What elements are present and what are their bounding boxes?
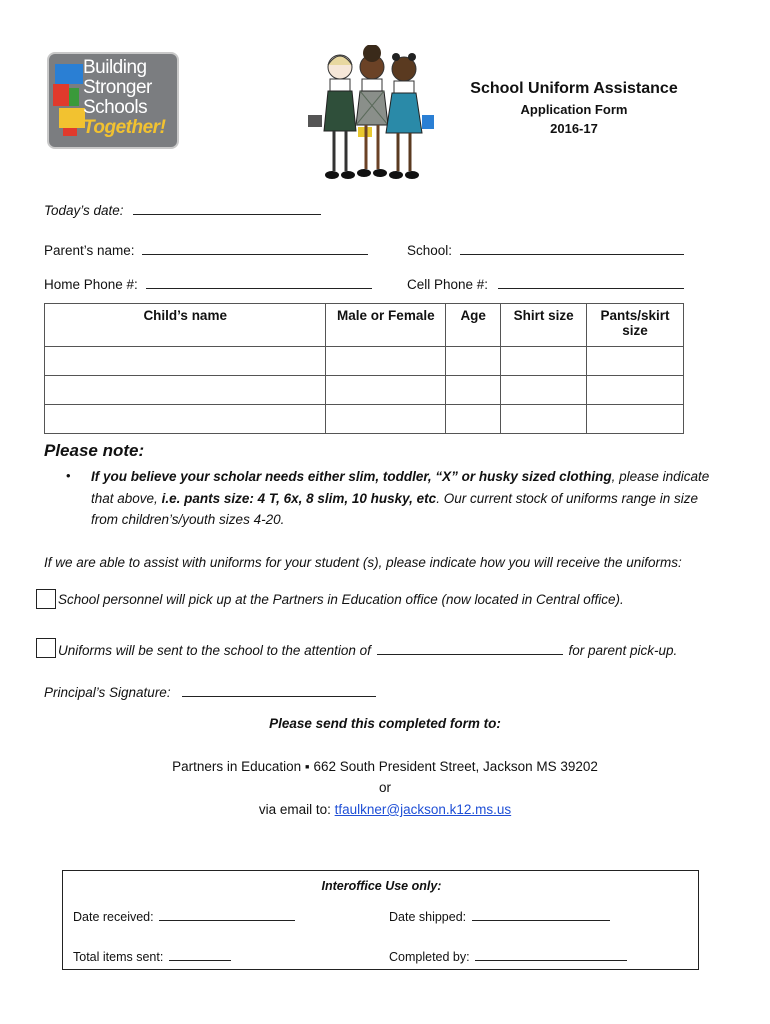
table-cell[interactable] [446, 376, 501, 405]
logo-line: Stronger [83, 77, 152, 98]
school-field[interactable] [460, 240, 684, 255]
note-text: , please indicate that above, [91, 469, 710, 506]
form-title: School Uniform Assistance [470, 80, 678, 97]
bullet-icon: • [66, 468, 71, 483]
table-cell[interactable] [587, 376, 684, 405]
note-text: . Our current stock of uniforms range in size from children’s/youth sizes 4-20. [91, 490, 699, 527]
table-cell[interactable] [446, 405, 501, 434]
table-cell[interactable] [587, 405, 684, 434]
or-text: or [378, 780, 391, 795]
send-to-school-checkbox[interactable] [36, 638, 56, 658]
table-cell[interactable] [45, 347, 326, 376]
pickup-option-label: School personnel will pick up at the Partners in Education office (now located in Central office). [58, 592, 624, 607]
table-row [45, 376, 684, 405]
parents-name-field[interactable] [142, 240, 368, 255]
logo-line: Together! [83, 117, 166, 138]
attention-of-field[interactable] [377, 640, 563, 655]
send-heading: Please send this completed form to: [269, 716, 501, 731]
logo-text [83, 58, 165, 138]
parent-pickup-label: for parent pick-up. [568, 643, 678, 658]
table-cell[interactable] [326, 347, 446, 376]
address-text: Partners in Education ▪ 662 South President Street, Jackson MS 39202 [172, 759, 598, 774]
note-heading: Please note: [44, 441, 145, 460]
column-header: Age [446, 304, 501, 347]
column-header: Male or Female [326, 304, 446, 347]
total-items-label: Total items sent: [73, 950, 164, 964]
date-received-field[interactable] [159, 906, 295, 921]
cell-phone-field[interactable] [498, 274, 684, 289]
signature-label: Principal’s Signature: [44, 685, 171, 700]
table-header-row [45, 304, 684, 347]
completed-by-row [389, 946, 627, 964]
table-cell[interactable] [501, 405, 587, 434]
children-table [44, 303, 684, 434]
form-year: 2016-17 [550, 121, 598, 136]
building-stronger-schools-logo [47, 52, 179, 149]
parents-name-label: Parent’s name: [44, 243, 135, 258]
column-header: Pants/skirt size [587, 304, 684, 347]
logo-line: Building [83, 57, 147, 78]
school-label: School: [407, 243, 453, 258]
parents-name-row [44, 240, 368, 258]
todays-date-field[interactable] [133, 200, 321, 215]
total-items-field[interactable] [169, 946, 231, 961]
school-row [407, 240, 684, 258]
pickup-checkbox[interactable] [36, 589, 56, 609]
completed-by-field[interactable] [475, 946, 627, 961]
send-to-school-row [58, 640, 677, 658]
hands-logo-icon [53, 62, 87, 142]
home-phone-label: Home Phone #: [44, 277, 138, 292]
interoffice-box [62, 870, 699, 970]
note-bold-text: i.e. pants size: 4 T, 6x, 8 slim, 10 husky, etc [161, 490, 437, 506]
students-illustration-icon [300, 45, 440, 185]
todays-date-row [44, 200, 321, 218]
note-bullet [91, 466, 716, 531]
email-row [0, 802, 770, 817]
todays-date-label: Today’s date: [44, 203, 124, 218]
date-shipped-row [389, 906, 610, 924]
column-header: Child’s name [45, 304, 326, 347]
completed-by-label: Completed by: [389, 950, 470, 964]
signature-field[interactable] [182, 682, 376, 697]
table-row [45, 347, 684, 376]
send-to-school-label: Uniforms will be sent to the school to the attention of [58, 643, 371, 658]
date-received-row [73, 906, 295, 924]
date-shipped-field[interactable] [472, 906, 610, 921]
signature-row [44, 682, 376, 700]
date-shipped-label: Date shipped: [389, 910, 467, 924]
cell-phone-row [407, 274, 684, 292]
note-bold-text: If you believe your scholar needs either slim, toddler, “X” or husky sized clothing [91, 469, 612, 484]
column-header: Shirt size [501, 304, 587, 347]
cell-phone-label: Cell Phone #: [407, 277, 489, 292]
table-cell[interactable] [587, 347, 684, 376]
table-cell[interactable] [446, 347, 501, 376]
date-received-label: Date received: [73, 910, 154, 924]
table-row [45, 405, 684, 434]
table-cell[interactable] [326, 376, 446, 405]
table-cell[interactable] [326, 405, 446, 434]
email-prefix: via email to: [258, 802, 335, 817]
table-cell[interactable] [45, 376, 326, 405]
form-subtitle: Application Form [520, 102, 628, 117]
table-cell[interactable] [501, 376, 587, 405]
logo-line: Schools [83, 97, 148, 118]
delivery-intro: If we are able to assist with uniforms for your student (s), please indicate how you will receive the uniforms: [44, 555, 682, 570]
home-phone-row [44, 274, 372, 292]
home-phone-field[interactable] [146, 274, 372, 289]
table-cell[interactable] [45, 405, 326, 434]
email-link[interactable]: tfaulkner@jackson.k12.ms.us [334, 802, 512, 817]
interoffice-heading: Interoffice Use only: [321, 879, 442, 893]
total-items-row [73, 946, 231, 964]
table-cell[interactable] [501, 347, 587, 376]
